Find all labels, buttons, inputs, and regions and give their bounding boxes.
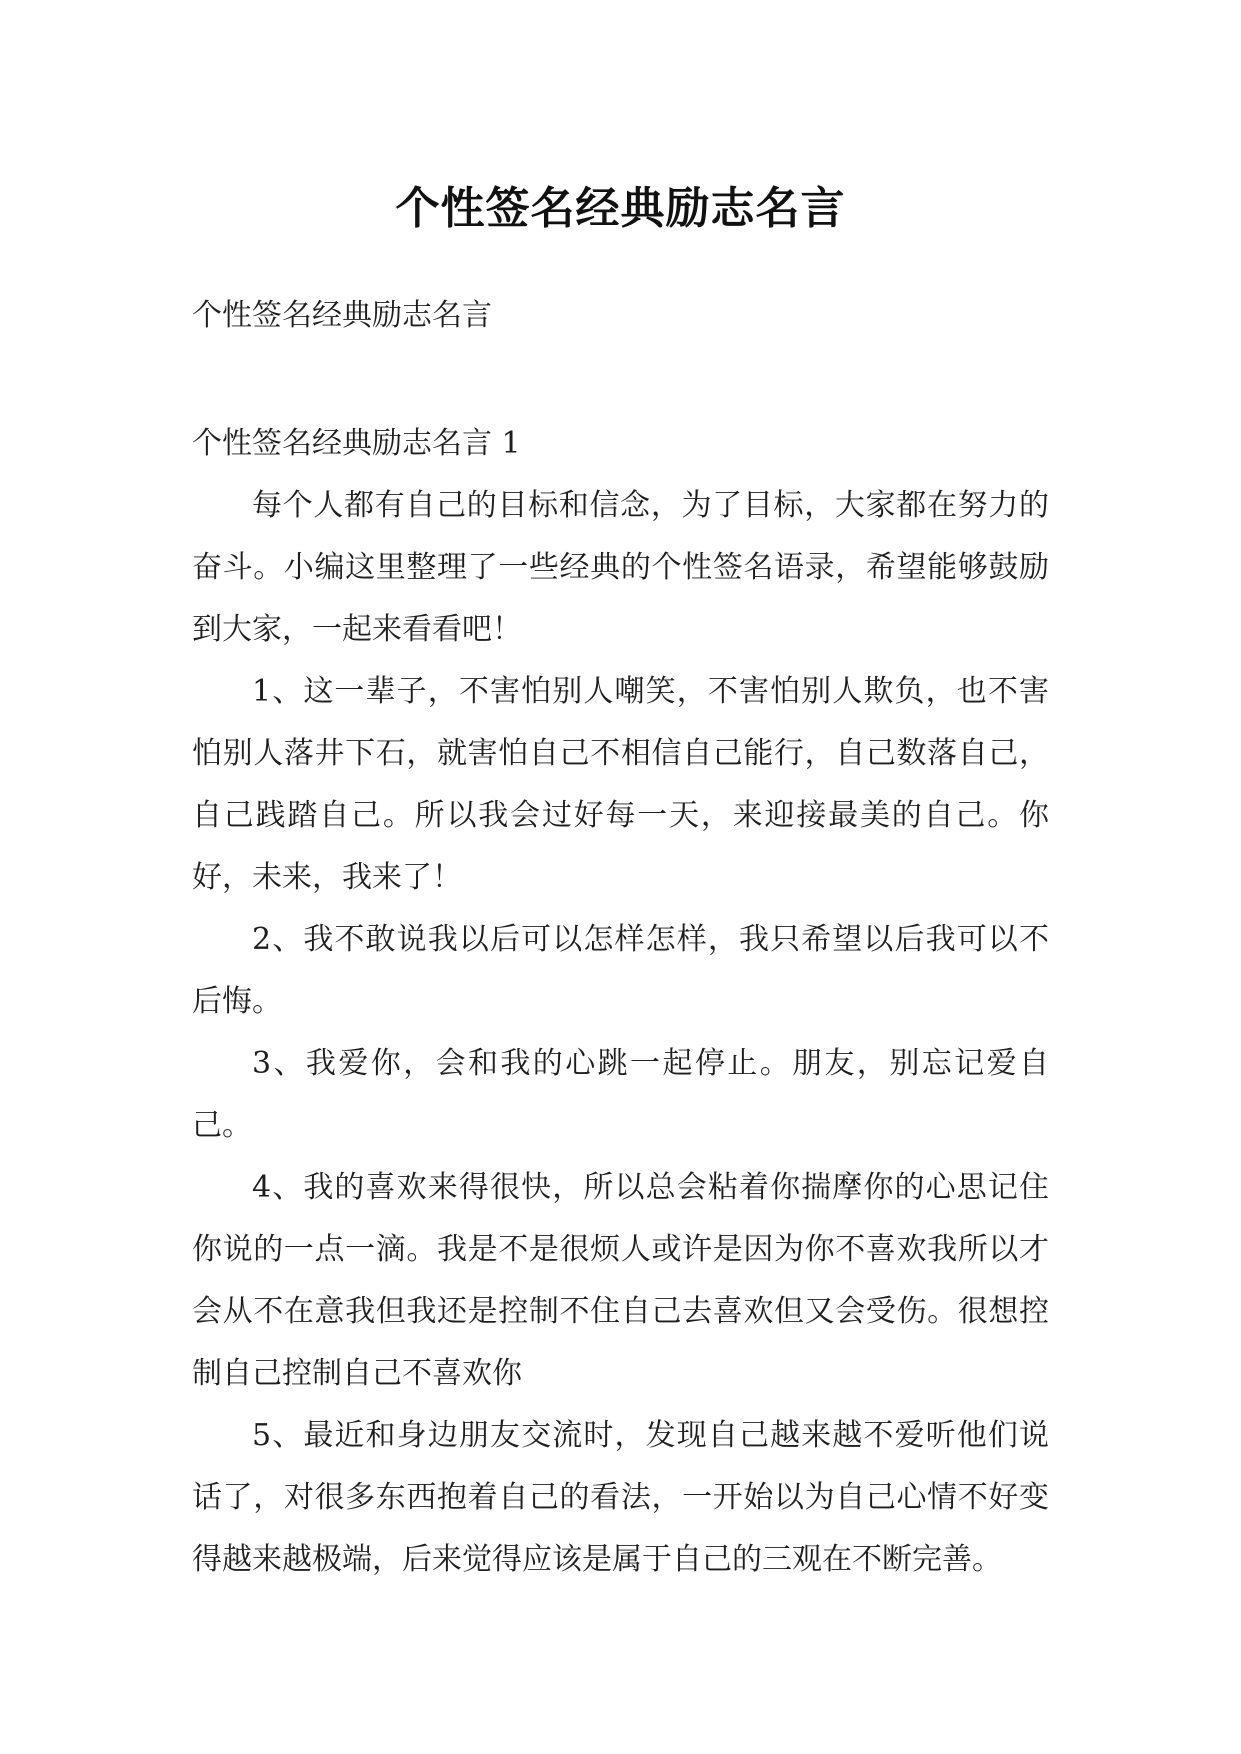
document-subtitle: 个性签名经典励志名言 — [192, 298, 492, 333]
section-heading: 个性签名经典励志名言 1 — [192, 426, 521, 461]
paragraph-quote-5: 5、最近和身边朋友交流时，发现自己越来越不爱听他们说话了，对很多东西抱着自己的看法，一开始以为自己心情不好变得越来越极端，后来觉得应该是属于自己的三观在不断完善。 — [192, 1418, 1049, 1577]
document-title: 个性签名经典励志名言 — [395, 183, 846, 235]
paragraph-quote-3: 3、我爱你，会和我的心跳一起停止。朋友，别忘记爱自己。 — [192, 1046, 1049, 1143]
paragraph-intro: 每个人都有自己的目标和信念，为了目标，大家都在努力的奋斗。小编这里整理了一些经典的个性签名语录，希望能够鼓励到大家，一起来看看吧！ — [192, 488, 1049, 647]
paragraph-quote-2: 2、我不敢说我以后可以怎样怎样，我只希望以后我可以不后悔。 — [192, 922, 1049, 1019]
document-body — [192, 285, 1049, 1591]
paragraph-quote-4: 4、我的喜欢来得很快，所以总会粘着你揣摩你的心思记住你说的一点一滴。我是不是很烦人或许是因为你不喜欢我所以才会从不在意我但我还是控制不住自己去喜欢但又会受伤。很想控制自己控制自己不喜欢你 — [192, 1170, 1049, 1391]
paragraph-quote-1: 1、这一辈子，不害怕别人嘲笑，不害怕别人欺负，也不害怕别人落井下石，就害怕自己不相信自己能行，自己数落自己，自己践踏自己。所以我会过好每一天，来迎接最美的自己。你好，未来，我来了！ — [192, 674, 1049, 895]
